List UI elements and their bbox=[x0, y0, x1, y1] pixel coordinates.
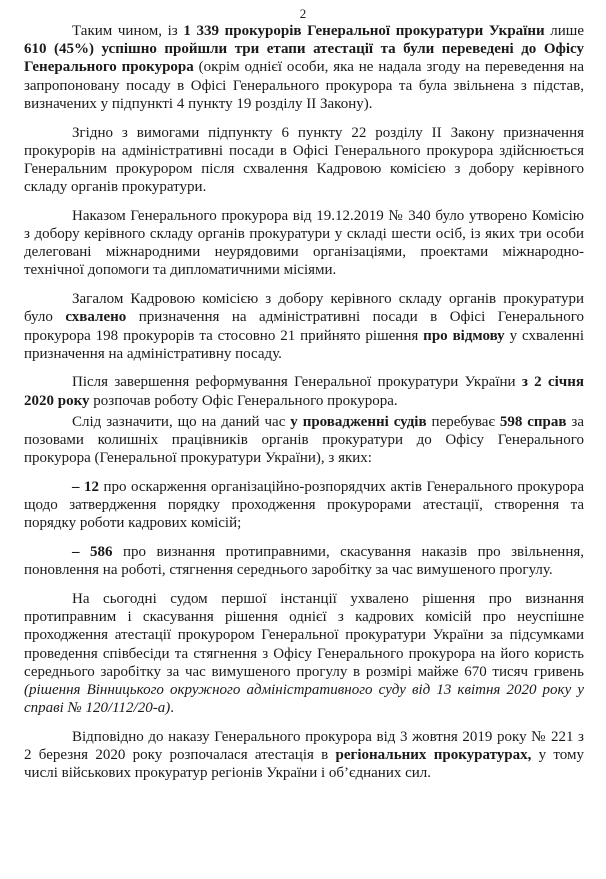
text: . bbox=[170, 700, 174, 717]
text: Таким чином, із bbox=[72, 23, 184, 39]
text: (окрім однієї особи, яка не надала згоду на переведення на запропоновану посаду в Офісі Генерального прокурора та була звільнена з підстав, визначених у підпункті 4 пункту 19 розділу II Закону). bbox=[24, 59, 584, 112]
text: Згідно з вимогами підпункту 6 пункту 22 розділу II Закону призначення прокурорів на адміністративні посади в Офісі Генерального прокурора здійснюється Генеральним прокурором після схвалення Кадровою комісією з добору керівного складу органів прокуратури. bbox=[24, 124, 584, 196]
text: Наказом Генерального прокурора від 19.12.2019 № 340 було утворено Комісію з добору керівного складу органів прокуратури у складі шести осіб, із яких три особи делеговані міжнародними неурядовими організаціями, проектами міжнародно-технічної допомоги та дипломатичними місіями. bbox=[24, 207, 584, 279]
paragraph-appointment-rules bbox=[24, 124, 584, 197]
list-item-586-cases bbox=[24, 543, 584, 579]
document-body bbox=[24, 22, 584, 793]
text: перебуває bbox=[426, 413, 500, 430]
text: Після завершення реформування Генеральної прокуратури України bbox=[72, 374, 522, 391]
paragraph-attestation-results bbox=[24, 22, 584, 113]
bold-text: 610 (45%) успішно пройшли три етапи атестації та були переведені до Офісу Генерального прокурора bbox=[24, 41, 584, 76]
page-number: 2 bbox=[299, 6, 307, 21]
bold-text: у провадженні судів bbox=[290, 413, 427, 430]
bold-text: – 586 bbox=[72, 544, 113, 561]
list-item-12-cases bbox=[24, 478, 584, 533]
bold-text: з 2 січня 2020 року bbox=[24, 374, 584, 409]
bold-text: 1 339 прокурорів Генеральної прокуратури України bbox=[183, 23, 545, 39]
text: у тому числі військових прокуратур регіонів України і об’єднаних сил. bbox=[24, 747, 584, 782]
text: про оскарження організаційно-розпорядчих актів Генерального прокурора щодо затвердження порядку проходження прокурорами атестації, створення та порядку роботи кадрових комісій; bbox=[24, 478, 584, 532]
text: лише bbox=[544, 23, 584, 39]
bold-text: – 12 bbox=[72, 478, 99, 495]
text: у схваленні призначення на адміністративну посаду. bbox=[24, 327, 584, 362]
bold-text: 598 справ bbox=[499, 413, 567, 430]
paragraph-court-ruling bbox=[24, 590, 584, 717]
bold-text: про відмову bbox=[423, 327, 505, 344]
italic-citation: (рішення Вінницького окружного адміністративного суду від 13 квітня 2020 року у справі № 120/112/20-а) bbox=[24, 682, 584, 717]
bold-text: регіональних прокуратурах, bbox=[335, 747, 532, 764]
bold-text: схвалено bbox=[65, 309, 127, 326]
text: розпочав роботу Офіс Генерального прокурора. bbox=[89, 392, 398, 409]
text: про визнання протиправними, скасування наказів про звільнення, поновлення на роботі, стягнення середнього заробітку за час вимушеного прогулу. bbox=[24, 544, 584, 579]
paragraph-regional-attestation bbox=[24, 728, 584, 783]
text: Слід зазначити, що на даний час bbox=[72, 413, 291, 430]
text: призначення на адміністративні посади в Офісі Генерального прокурора 198 прокурорів та стосовно 21 прийнято рішення bbox=[24, 309, 584, 344]
text: Загалом Кадровою комісією з добору керівного складу органів прокуратури було bbox=[24, 291, 584, 326]
paragraph-office-start bbox=[24, 373, 584, 409]
text: На сьогодні судом першої інстанції ухвалено рішення про визнання протиправним і скасування рішення однієї з кадрових комісій про неуспішне проходження атестації прокурором Генеральної прокуратури України за підсумками проведення співбесіди та стягнення з Офісу Генерального прокурора на його користь середнього заробітку за час вимушеного прогулу в розмірі майже 670 тисяч гривень bbox=[24, 590, 584, 680]
paragraph-commission-creation bbox=[24, 207, 584, 280]
text: Відповідно до наказу Генерального прокурора від 3 жовтня 2019 року № 221 з 2 березня 2020 року розпочалася атестація в bbox=[24, 728, 584, 764]
text: за позовами колишніх працівників органів прокуратури до Офісу Генерального прокурора (Генеральної прокуратури України), з яких: bbox=[24, 413, 585, 467]
paragraph-court-cases bbox=[24, 413, 584, 468]
paragraph-commission-decisions bbox=[24, 290, 584, 363]
